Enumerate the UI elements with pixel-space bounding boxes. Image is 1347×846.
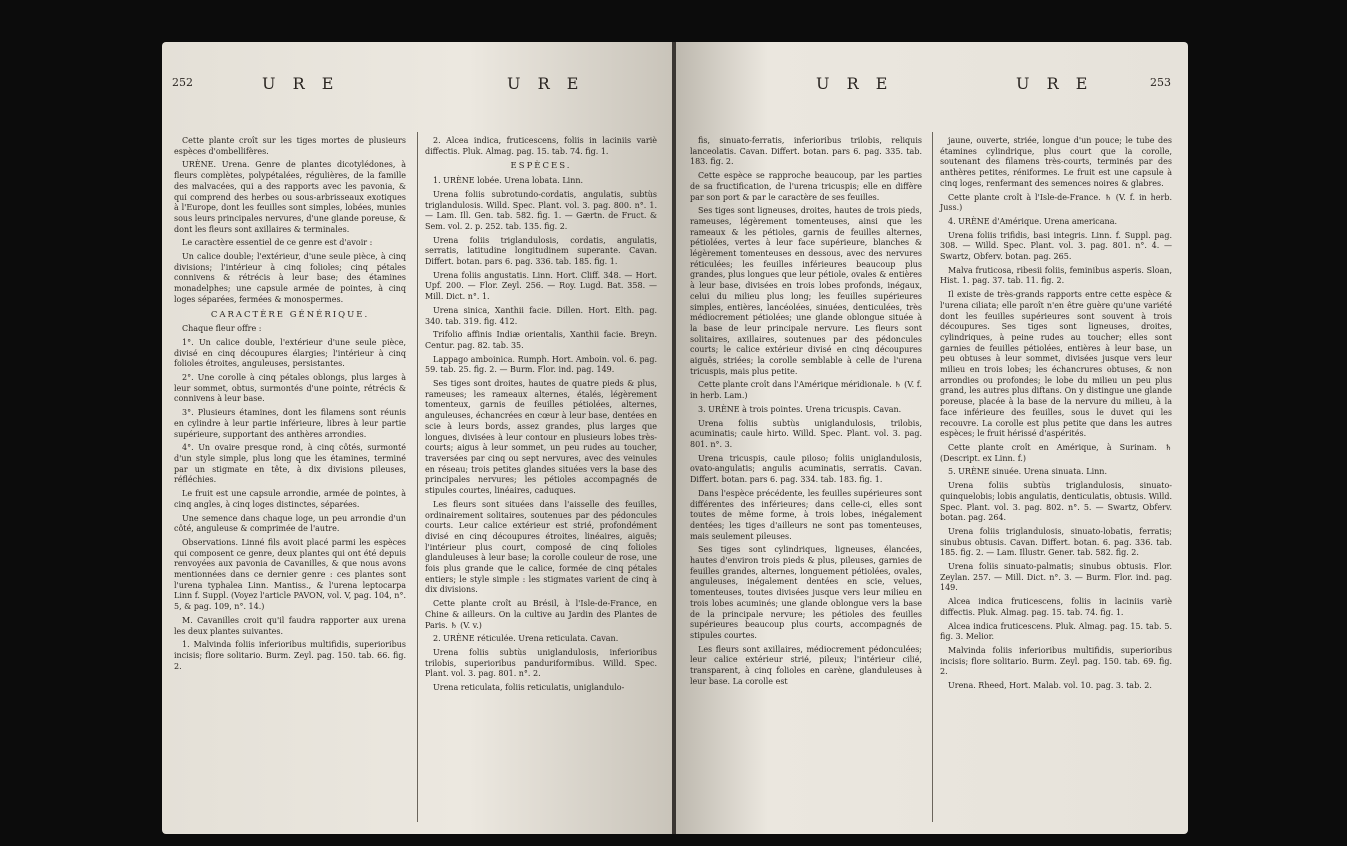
paragraph: Le fruit est une capsule arrondie, armée de pointes, à cinq angles, à cinq loges distinctes, séparées. (174, 489, 406, 509)
paragraph: Cette plante croît sur les tiges mortes de plusieurs espèces d'ombellifères. (174, 136, 406, 156)
paragraph: Un calice double; l'extérieur, d'une seule pièce, à cinq divisions; l'intérieur à cinq folioles; cinq pétales connivens & rétrécis à leur base; des étamines monadelphes; une capsule armée de pointes, à cinq loges séparées, fermées & monospermes. (174, 252, 406, 304)
paragraph: Observations. Linné fils avoit placé parmi les espèces qui composent ce genre, deux plantes qui ont été depuis renvoyées aux pavonia de Cavanilles, & que nous avons mentionnées dans ce dernier genre : ces plantes sont l'urena typhalea Linn. Mantiss., & l'urena leptocarpa Linn f. Suppl. (Voyez l'article PAVON, vol. V, pag. 104, n°. 5, & pag. 109, n°. 14.) (174, 537, 406, 612)
left-running-head-2: U R E (507, 74, 585, 93)
paragraph: Urena foliis triglandulosis, sinuato-lobatis, ferratis; sinubus obtusis. Cavan. Differt. botan. 6. pag. 336. tab. 185. fig. 2. — Lam. Illustr. Gener. tab. 582. fig. 2. (940, 526, 1172, 558)
paragraph: 1. URÈNE lobée. Urena lobata. Linn. (433, 176, 584, 186)
paragraph: Dans l'espèce précédente, les feuilles supérieures sont différentes des inférieures; dans celle-ci, elles sont toutes de même forme, à trois lobes, inégalement dentées; les tiges d'ailleurs ne sont pas tomenteuses, mais seulement pileuses. (690, 488, 922, 541)
paragraph: 2. URÈNE réticulée. Urena reticulata. Cavan. (433, 634, 619, 644)
paragraph: Cette plante croît en Amérique, à Surinam. ♄ (Descript. ex Linn. f.) (940, 442, 1172, 463)
paragraph: Urena foliis sinuato-palmatis; sinubus obtusis. Flor. Zeylan. 257. — Mill. Dict. n°. 3. — Burm. Flor. ind. pag. 149. (940, 562, 1172, 593)
paragraph: 4°. Un ovaire presque rond, à cinq côtés, surmonté d'un style simple, plus long que les étamines, terminé par un stigmate en tête, à dix divisions pileuses, réfléchies. (174, 443, 406, 485)
paragraph: Alcea indica fruticescens. Pluk. Almag. pag. 15. tab. 5. fig. 3. Melior. (940, 621, 1172, 642)
paragraph: Lappago amboinica. Rumph. Hort. Amboin. vol. 6. pag. 59. tab. 25. fig. 2. — Burm. Flor. ind. pag. 149. (425, 354, 657, 375)
paragraph: URÈNE. Urena. Genre de plantes dicotylédones, à fleurs complètes, polypétalées, régulières, de la famille des malvacées, qui a des rapports avec les pavonia, & qui comprend des herbes ou sous-arbrisseaux exotiques à l'Europe, dont les feuilles sont simples, lobées, munies sous leurs principales nervures, d'une glande poreuse, & dont les fleurs sont axillaires & terminales. (174, 160, 406, 234)
paragraph: Urena foliis subtùs triglandulosis, sinuato-quinquelobis; lobis angulatis, denticulatis, obtusis. Willd. Spec. Plant. vol. 3. pag. 802. n°. 5. — Swartz, Obferv. botan. pag. 264. (940, 481, 1172, 523)
left-page (162, 42, 672, 834)
right-column-1 (690, 136, 922, 690)
paragraph: Urena foliis angustatis. Linn. Hort. Cliff. 348. — Hort. Upf. 200. — Flor. Zeyl. 256. — Roy. Lugd. Bat. 358. — Mill. Dict. n°. 1. (425, 270, 657, 302)
right-page (676, 42, 1188, 834)
paragraph: Urena foliis triglandulosis, cordatis, angulatis, serratis, latitudine longitudinem superante. Cavan. Differt. botan. pars 6. pag. 336. tab. 185. fig. 1. (425, 235, 657, 267)
left-running-head-1: U R E (262, 74, 340, 93)
paragraph: 2. Alcea indica, fruticescens, foliis in laciniis variè diffectis. Pluk. Almag. pag. 15. tab. 74. fig. 1. (425, 136, 657, 156)
paragraph: Une semence dans chaque loge, un peu arrondie d'un côté, anguleuse & comprimée de l'autre. (174, 513, 406, 534)
paragraph: Urena. Rheed, Hort. Malab. vol. 10. pag. 3. tab. 2. (948, 681, 1152, 691)
paragraph: Cette espèce se rapproche beaucoup, par les parties de sa fructification, de l'urena tricuspis; elle en diffère par son port & par le caractère de ses feuilles. (690, 171, 922, 202)
paragraph: Alcea indica fruticescens, foliis in laciniis variè diffectis. Pluk. Almag. pag. 15. tab. 74. fig. 1. (940, 597, 1172, 617)
right-column-2 (940, 136, 1172, 695)
right-running-head-2: U R E (1016, 74, 1094, 93)
paragraph: Malva fruticosa, ribesii foliis, feminibus asperis. Sloan, Hist. 1. pag. 37. tab. 11. fig. 2. (940, 265, 1172, 286)
paragraph: 4. URÈNE d'Amérique. Urena americana. (948, 216, 1118, 226)
paragraph: fis, sinuato-ferratis, inferioribus trilobis, reliquis lanceolatis. Cavan. Differt. botan. pars 6. pag. 335. tab. 183. fig. 2. (690, 136, 922, 167)
paragraph: CARACTÈRE GÉNÉRIQUE. (210, 309, 370, 320)
paragraph: Les fleurs sont axillaires, médiocrement pédonculées; leur calice extérieur strié, pileux; l'intérieur cilié, transparent, à cinq folioles en carène, glanduleuses à leur base. La corolle est (690, 644, 922, 686)
paragraph: Urena foliis subrotundo-cordatis, angulatis, subtùs triglandulosis. Willd. Spec. Plant. vol. 3. pag. 800. n°. 1. — Lam. Ill. Gen. tab. 582. fig. 1. — Gærtn. de Fruct. & Sem. vol. 2. p. 252. tab. 135. fig. 2. (425, 189, 657, 231)
paragraph: 3. URÈNE à trois pointes. Urena tricuspis. Cavan. (698, 404, 902, 414)
paragraph: 5. URÈNE sinuée. Urena sinuata. Linn. (948, 467, 1107, 477)
paragraph: Ses tiges sont ligneuses, droites, hautes de trois pieds, rameuses, légèrement tomenteuses, ainsi que les rameaux & les pétioles, garnis de feuilles alternes, pétiolées, vertes à leur face supérieure, blanches & légèrement tomenteuses en dessous, avec des nervures réticulées; les feuilles inférieures beaucoup plus grandes, plus longues que leur pétiole, ovales & entières à leur base, divisées en trois lobes profonds, inégaux, celui du milieu plus long; les feuilles supérieures simples, entières, lancéolées, sinuées, denticulées, très médiocrement pétiolées; une glande oblongue située à la base de leur principale nervure. Les fleurs sont solitaires, axillaires, soutenues par des pédoncules courts; le calice extérieur divisé en cinq découpures aiguës, striées; la corolle semblable à celle de l'urena tricuspis, mais plus petite. (690, 206, 922, 376)
paragraph: Ses tiges sont droites, hautes de quatre pieds & plus, rameuses; les rameaux alternes, étalés, légèrement tomenteux, garnis de feuilles pétiolées, alternes, anguleuses, échancrées en cœur à leur base, dentées en scie à leurs bords, assez grandes, plus larges que longues, divisées à leur contour en plusieurs lobes très-courts; aigus à leur sommet, un peu rudes au toucher, traversées par cinq ou sept nervures, avec des veinules en réseau; trois petites glandes situées vers la base des principales nervures; les pétioles accompagnés de stipules courtes, linéaires, caduques. (425, 379, 657, 496)
paragraph: M. Cavanilles croit qu'il faudra rapporter aux urena les deux plantes suivantes. (174, 615, 406, 636)
left-page-number: 252 (172, 76, 193, 89)
paragraph: 1°. Un calice double, l'extérieur d'une seule pièce, divisé en cinq découpures élargies; l'intérieur à cinq folioles étroites, anguleuses, persistantes. (174, 337, 406, 369)
paragraph: Le caractère essentiel de ce genre est d'avoir : (182, 238, 373, 248)
right-running-head-1: U R E (816, 74, 894, 93)
paragraph: 2°. Une corolle à cinq pétales oblongs, plus larges à leur sommet, obtus, surmontés d'une pointe, rétrécis & connivens à leur base. (174, 373, 406, 404)
paragraph: jaune, ouverte, striée, longue d'un pouce; le tube des étamines cylindrique, plus court que la corolle, soutenant des filamens très-courts, terminés par des anthères petites, réniformes. Le fruit est une capsule à cinq loges, renfermant des semences noires & glabres. (940, 136, 1172, 188)
paragraph: Ses tiges sont cylindriques, ligneuses, élancées, hautes d'environ trois pieds & plus, pileuses, garnies de feuilles grandes, alternes, longuement pétiolées, ovales, anguleuses, inégalement dentées en scie, velues, tomenteuses, toutes divisées jusque vers leur milieu en trois lobes acuminés; une glande oblongue vers la base de la principale nervure; les pétioles des feuilles supérieures beaucoup plus courts, accompagnés de stipules courtes. (690, 545, 922, 640)
paragraph: 1. Malvinda foliis inferioribus multifidis, superioribus incisis; flore solitario. Burm. Zeyl. pag. 150. tab. 66. fig. 2. (174, 640, 406, 671)
paragraph: Urena foliis subtùs uniglandulosis, inferioribus trilobis, superioribus panduriformibus. Willd. Spec. Plant. vol. 3. pag. 801. n°. 2. (425, 647, 657, 679)
column-rule (417, 132, 418, 822)
column-rule (932, 132, 933, 822)
paragraph: Malvinda foliis inferioribus multifidis, superioribus incisis; flore solitario. Burm. Zeyl. pag. 150. tab. 69. fig. 2. (940, 645, 1172, 677)
paragraph: Urena foliis trifidis, basi integris. Linn. f. Suppl. pag. 308. — Willd. Spec. Plant. vol. 3. pag. 801. n°. 4. — Swartz, Obferv. botan. pag. 265. (940, 230, 1172, 262)
right-page-number: 253 (1150, 76, 1171, 89)
paragraph: Urena reticulata, foliis reticulatis, uniglandulo- (433, 683, 625, 693)
paragraph: Urena sinica, Xanthii facie. Dillen. Hort. Elth. pag. 340. tab. 319. fig. 412. (425, 305, 657, 326)
left-column-2 (425, 136, 657, 697)
paragraph: Cette plante croît à l'Isle-de-France. ♄ (V. f. in herb. Juss.) (940, 192, 1172, 213)
paragraph: Urena tricuspis, caule piloso; foliis uniglandulosis, ovato-angulatis; angulis acuminatis, serratis. Cavan. Differt. botan. pars 6. pag. 334. tab. 183. fig. 1. (690, 453, 922, 485)
left-column-1 (174, 136, 406, 675)
paragraph: Il existe de très-grands rapports entre cette espèce & l'urena ciliata; elle paroît n'en être guère qu'une variété dont les feuilles supérieures sont souvent à trois découpures. Ses tiges sont ligneuses, droites, cylindriques, à peine rudes au toucher; elles sont garnies de feuilles pétiolées, entières à leur base, un peu obtuses à leur sommet, divisées jusque vers leur milieu en trois lobes; les échancrures obtuses, & non arrondies ou profondes; le lobe du milieu un peu plus grand, les autres plus diftans. On y distingue une glande poreuse, placée à la base de la nervure du milieu, à la face inférieure des feuilles, sous le duvet qui les recouvre. La corolle est plus petite que dans les autres espèces; le fruit hérissé d'aspérités. (940, 290, 1172, 439)
paragraph: Les fleurs sont situées dans l'aisselle des feuilles, ordinairement solitaires, soutenues par des pédoncules courts. Leur calice extérieur est strié, profondément divisé en cinq découpures étroites, linéaires, aiguës; l'intérieur plus court, composé de cinq folioles glanduleuses à leur base; la corolle couleur de rose, une fois plus grande que le calice, formée de cinq pétales entiers; le style simple : les stigmates varient de cinq à dix divisions. (425, 499, 657, 595)
paragraph: Cette plante croît dans l'Amérique méridionale. ♄ (V. f. in herb. Lam.) (690, 380, 922, 401)
paragraph: ESPÈCES. (510, 161, 572, 172)
paragraph: 3°. Plusieurs étamines, dont les filamens sont réunis en cylindre à leur partie inférieure, libres à leur partie supérieure, supportant des anthères arrondies. (174, 408, 406, 439)
paragraph: Cette plante croît au Brésil, à l'Isle-de-France, en Chine & ailleurs. On la cultive au Jardin des Plantes de Paris. ♄ (V. v.) (425, 599, 657, 630)
paragraph: Chaque fleur offre : (182, 324, 262, 334)
paragraph: Trifolio affinis Indiæ orientalis, Xanthii facie. Breyn. Centur. pag. 82. tab. 35. (425, 330, 657, 350)
paragraph: Urena foliis subtùs uniglandulosis, trilobis, acuminatis; caule hirto. Willd. Spec. Plant. vol. 3. pag. 801. n°. 3. (690, 418, 922, 449)
